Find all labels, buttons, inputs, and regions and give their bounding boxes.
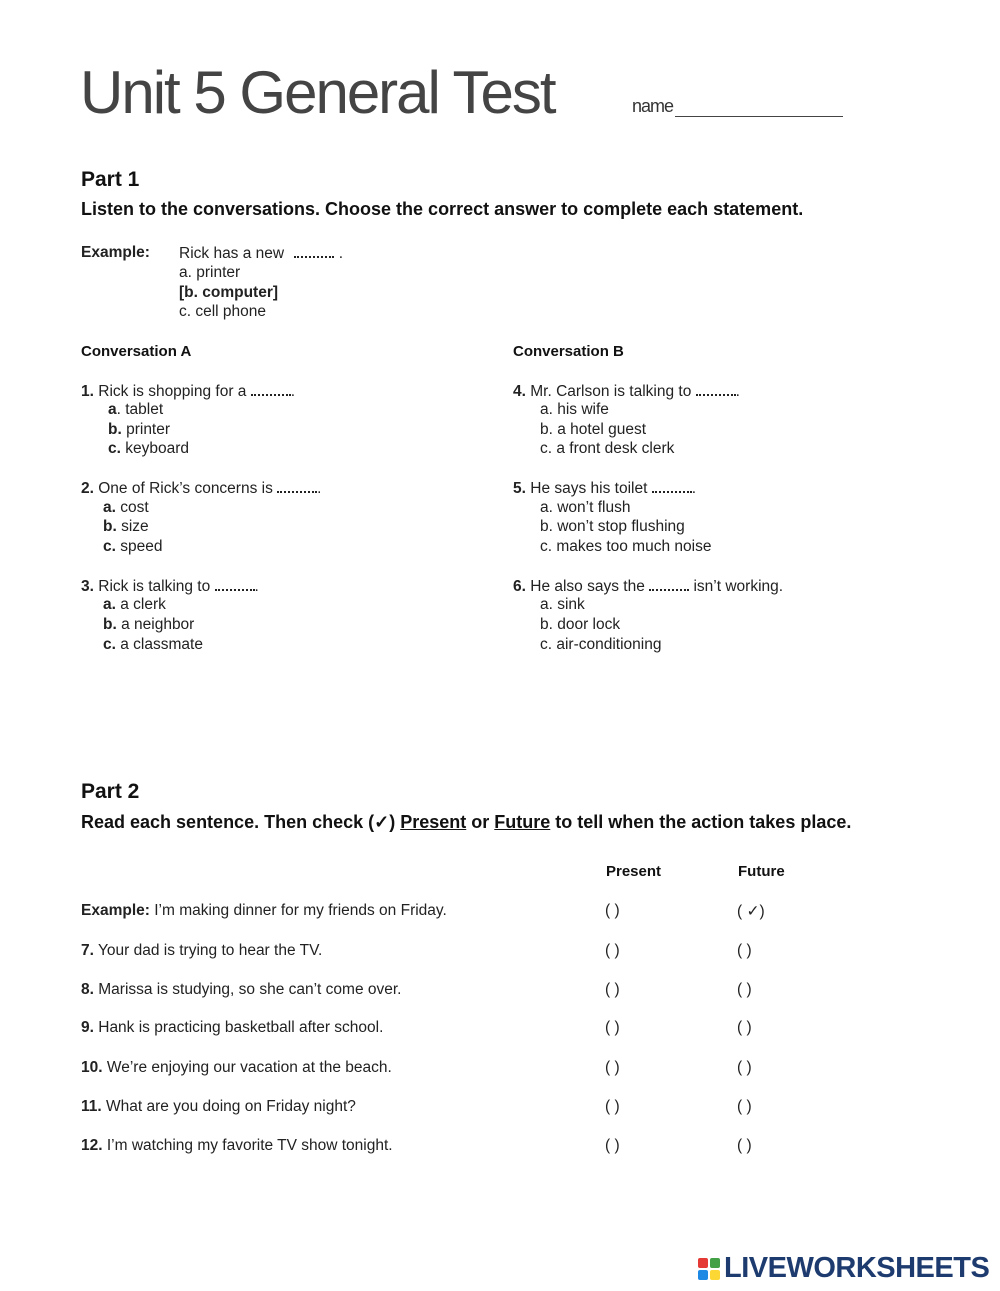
option[interactable]: c. air-conditioning: [540, 636, 662, 653]
present-checkbox[interactable]: ( ): [605, 1059, 620, 1076]
option[interactable]: c. a classmate: [103, 636, 203, 653]
logo-block: [698, 1270, 708, 1280]
logo-block: [698, 1258, 708, 1268]
name-input-line[interactable]: [675, 98, 843, 117]
sentence-row: 10. We’re enjoying our vacation at the beach.: [81, 1059, 392, 1076]
conversation-a-heading: Conversation A: [81, 343, 192, 360]
name-label: name: [632, 96, 674, 116]
option[interactable]: b. size: [103, 518, 149, 535]
example-label: Example:: [81, 244, 150, 261]
logo-text: LIVEWORKSHEETS: [724, 1252, 990, 1284]
present-checkbox[interactable]: ( ): [605, 1098, 620, 1115]
column-present: Present: [606, 863, 662, 880]
option[interactable]: c. makes too much noise: [540, 538, 712, 555]
column-future: Future: [738, 863, 785, 880]
example-option: c. cell phone: [179, 303, 267, 320]
future-checkbox[interactable]: ( ): [737, 1137, 752, 1154]
logo-blocks-icon: [698, 1258, 720, 1280]
answer-blank[interactable]: [294, 244, 334, 258]
future-checkbox[interactable]: ( ): [737, 942, 752, 959]
question-5: 5. He says his toilet .: [513, 480, 697, 497]
present-checkbox[interactable]: ( ): [605, 1137, 620, 1154]
logo-block: [710, 1270, 720, 1280]
answer-blank[interactable]: [251, 382, 291, 396]
logo-block: [710, 1258, 720, 1268]
check-icon: ✓: [374, 812, 390, 832]
option[interactable]: a. cost: [103, 499, 149, 516]
answer-blank[interactable]: [652, 479, 692, 493]
sentence-row: 7. Your dad is trying to hear the TV.: [81, 942, 323, 959]
option[interactable]: b. a hotel guest: [540, 421, 646, 438]
future-checkbox[interactable]: ( ): [737, 1098, 752, 1115]
example-stem-text: Rick has a new: [179, 245, 285, 262]
answer-blank[interactable]: [215, 577, 255, 591]
sentence-row: 9. Hank is practicing basketball after school.: [81, 1019, 384, 1036]
part1-instruction: Listen to the conversations. Choose the correct answer to complete each statement.: [81, 199, 804, 219]
sentence-row: 8. Marissa is studying, so she can’t come over.: [81, 981, 402, 998]
example-option: a. printer: [179, 264, 241, 281]
conversation-b-heading: Conversation B: [513, 343, 624, 360]
question-4: 4. Mr. Carlson is talking to .: [513, 383, 740, 400]
option[interactable]: b. a neighbor: [103, 616, 195, 633]
option[interactable]: a. a clerk: [103, 596, 166, 613]
example-stem: [179, 244, 343, 263]
example-option-correct: [b. computer]: [179, 284, 279, 301]
option[interactable]: c. keyboard: [108, 440, 190, 457]
example-stem-end: .: [338, 245, 344, 262]
option[interactable]: a. tablet: [108, 401, 164, 418]
question-3: 3. Rick is talking to .: [81, 578, 259, 595]
present-checkbox[interactable]: ( ): [605, 1019, 620, 1036]
future-checkbox[interactable]: ( ✓): [737, 903, 765, 920]
answer-blank[interactable]: [696, 382, 736, 396]
sentence-row: 12. I’m watching my favorite TV show tonight.: [81, 1137, 393, 1154]
option[interactable]: a. sink: [540, 596, 585, 613]
future-checkbox[interactable]: ( ): [737, 1019, 752, 1036]
option[interactable]: b. printer: [108, 421, 171, 438]
option[interactable]: b. won’t stop flushing: [540, 518, 685, 535]
answer-blank[interactable]: [277, 479, 317, 493]
future-checkbox[interactable]: ( ): [737, 1059, 752, 1076]
page-title: Unit 5 General Test: [80, 59, 555, 126]
present-checkbox[interactable]: ( ): [605, 981, 620, 998]
part2-heading: Part 2: [81, 780, 140, 803]
option[interactable]: b. door lock: [540, 616, 621, 633]
liveworksheets-logo: [698, 1252, 989, 1285]
option[interactable]: c. speed: [103, 538, 163, 555]
sentence-row: Example: I’m making dinner for my friends on Friday.: [81, 902, 447, 919]
future-checkbox[interactable]: ( ): [737, 981, 752, 998]
question-6: 6. He also says the isn’t working.: [513, 578, 784, 595]
present-checkbox[interactable]: ( ): [605, 942, 620, 959]
sentence-row: 11. What are you doing on Friday night?: [81, 1098, 356, 1115]
question-1: 1. Rick is shopping for a .: [81, 383, 296, 400]
answer-blank[interactable]: [649, 577, 689, 591]
question-2: 2. One of Rick’s concerns is .: [81, 480, 322, 497]
part2-instruction: Read each sentence. Then check (✓) Present or Future to tell when the action takes place.: [81, 812, 852, 832]
option[interactable]: c. a front desk clerk: [540, 440, 675, 457]
option[interactable]: a. his wife: [540, 401, 609, 418]
name-field: [632, 96, 843, 117]
option[interactable]: a. won’t flush: [540, 499, 631, 516]
present-checkbox[interactable]: ( ): [605, 902, 620, 919]
part1-heading: Part 1: [81, 168, 140, 191]
